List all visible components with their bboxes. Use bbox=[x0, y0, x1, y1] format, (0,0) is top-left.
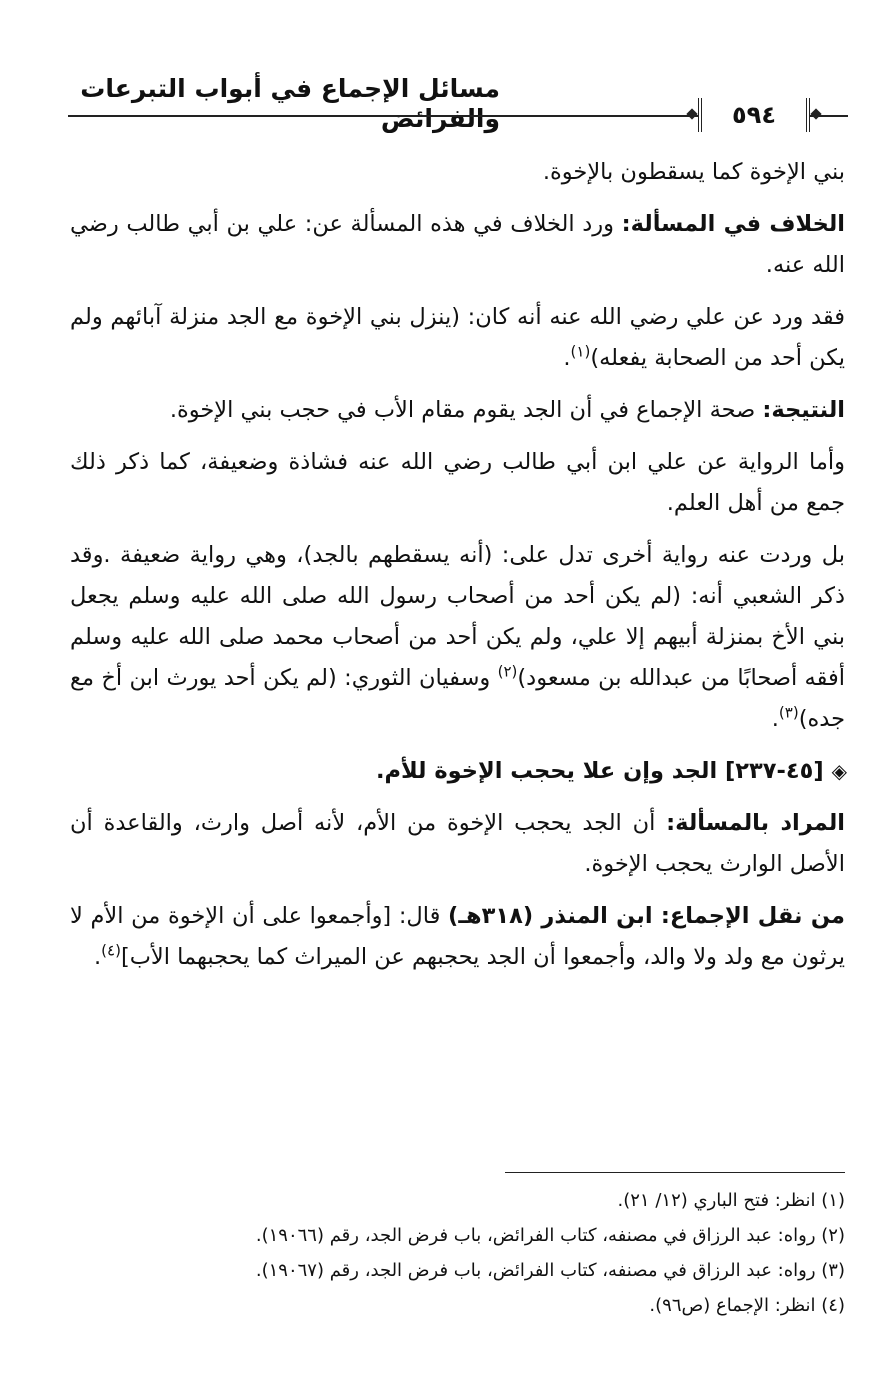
paragraph: وأما الرواية عن علي ابن أبي طالب رضي الله عنه فشاذة وضعيفة، كما ذكر ذلك جمع من أهل العلم. bbox=[70, 449, 845, 516]
footnotes bbox=[100, 1185, 845, 1325]
paragraph: فقد ورد عن علي رضي الله عنه أنه كان: (ينزل بني الإخوة مع الجد منزلة آبائهم ولم يكن أحد من الصحابة يفعله)$^{(١)}$. bbox=[70, 304, 845, 371]
footnote: (٢) رواه: عبد الرزاق في مصنفه، كتاب الفرائض، باب فرض الجد، رقم (١٩٠٦٦). bbox=[255, 1225, 845, 1246]
section-heading: ◈[٤٥-٢٣٧] الجد وإن علا يحجب الإخوة للأم. bbox=[70, 751, 847, 792]
paragraph-lead: النتيجة: bbox=[762, 397, 845, 423]
running-header-title: مسائل الإجماع في أبواب التبرعات والفرائض bbox=[80, 74, 500, 133]
page-number: ٥٩٤ bbox=[732, 101, 776, 129]
footnote-ref: (١) bbox=[570, 342, 591, 361]
footnote-ref: (٣) bbox=[778, 703, 799, 722]
paragraph: من نقل الإجماع: ابن المنذر (٣١٨هـ) قال: [وأجمعوا على أن الإخوة من الأم لا يرثون مع ولد ولا والد، وأجمعوا أن الجد يحجبهم عن الميراث كما يحجبهما الأب]$^{(٤)}$. bbox=[70, 903, 845, 970]
paragraph: بني الإخوة كما يسقطون بالإخوة. bbox=[542, 159, 845, 185]
paragraph: المراد بالمسألة: أن الجد يحجب الإخوة من الأم، لأنه أصل وارث، والقاعدة أن الأصل الوارث يحجب الإخوة. bbox=[70, 810, 846, 877]
footnote: (١) انظر: فتح الباري (١٢/ ٢١). bbox=[617, 1190, 845, 1211]
paragraph: الخلاف في المسألة: ورد الخلاف في هذه المسألة عن: علي بن أبي طالب رضي الله عنه. bbox=[70, 211, 845, 278]
footnote: (٣) رواه: عبد الرزاق في مصنفه، كتاب الفرائض، باب فرض الجد، رقم (١٩٠٦٧). bbox=[255, 1260, 845, 1281]
paragraph-lead: المراد بالمسألة: bbox=[666, 810, 846, 836]
footnote-rule bbox=[505, 1172, 845, 1173]
diamond-bullet-icon: ◈ bbox=[831, 759, 847, 783]
paragraph-lead: الخلاف في المسألة: bbox=[621, 211, 845, 237]
footnote: (٤) انظر: الإجماع (ص٩٦). bbox=[649, 1295, 845, 1316]
page-number-frame bbox=[698, 98, 810, 132]
paragraph: النتيجة: صحة الإجماع في أن الجد يقوم مقام الأب في حجب بني الإخوة. bbox=[169, 397, 845, 423]
body-text bbox=[70, 152, 845, 989]
paragraph-lead: من نقل الإجماع: ابن المنذر (٣١٨هـ) bbox=[448, 903, 845, 929]
footnote-ref: (٢) bbox=[497, 662, 518, 681]
paragraph: بل وردت عنه رواية أخرى تدل على: (أنه يسقطهم بالجد)، وهي رواية ضعيفة .وقد ذكر الشعبي أنه: (لم يكن أحد من أصحاب رسول الله صلى الله عليه وسلم يجعل بني الأخ بمنزلة أبيهم إلا علي، ولم يكن أحد من أصحاب محمد صلى الله عليه وسلم أفقه أصحابًا من عبدالله بن مسعود)$^{(٢)}$ وسفيان الثوري: (لم يكن أحد يورث ابن أخ مع جده)$^{(٣)}$. bbox=[70, 542, 845, 732]
footnote-ref: (٤) bbox=[101, 941, 121, 960]
